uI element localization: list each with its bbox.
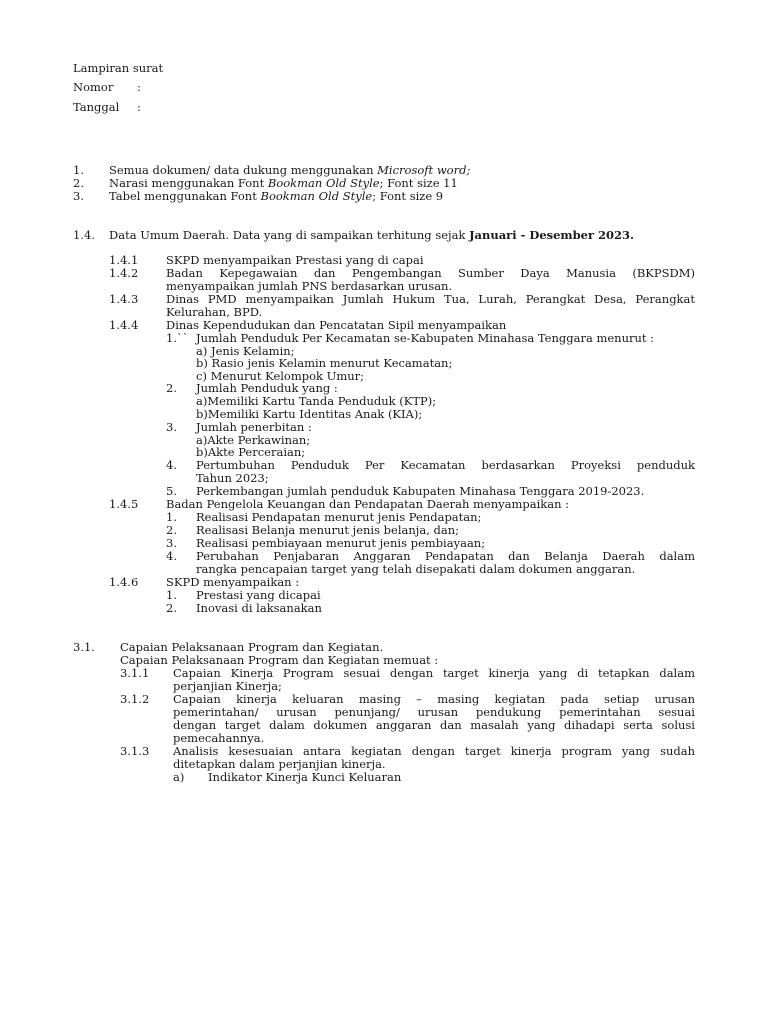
- subitem-number: 1.: [166, 510, 177, 524]
- note-number: 1.: [73, 163, 84, 177]
- item-text: Dinas PMD menyampaikan Jumlah Hukum Tua, Lurah, Perangkat Desa, Perangkat: [166, 292, 695, 306]
- item-text: Capaian Kinerja Program sesuai dengan target kinerja yang di tetapkan dalam: [173, 666, 695, 680]
- subitem-number: 3.: [166, 536, 177, 550]
- item-number: 3.1.3: [120, 744, 150, 758]
- section-number: 1.4.: [73, 228, 95, 242]
- section-intro: Capaian Pelaksanaan Program dan Kegiatan memuat :: [120, 653, 439, 667]
- nomor-label: Nomor: [73, 80, 114, 94]
- subitem-text: Pertumbuhan Penduduk Per Kecamatan berdasarkan Proyeksi penduduk: [196, 458, 695, 472]
- subitem-number: 1.``: [166, 331, 189, 345]
- item-number: 1.4.5: [109, 497, 139, 511]
- item-number: 1.4.1: [109, 253, 139, 267]
- note-item: Semua dokumen/ data dukung menggunakan Microsoft word;: [109, 163, 471, 177]
- item-number: 1.4.6: [109, 575, 139, 589]
- subitem-point: a)Akte Perkawinan;: [196, 433, 311, 447]
- note-number: 2.: [73, 176, 84, 190]
- item-text: dengan target dalam dokumen anggaran dan masalah yang dihadapi serta solusi: [173, 718, 695, 732]
- nomor-colon: :: [137, 80, 141, 94]
- subitem-text: Indikator Kinerja Kunci Keluaran: [208, 770, 402, 784]
- item-text: Analisis kesesuaian antara kegiatan dengan target kinerja program yang sudah: [173, 744, 695, 758]
- subitem-text: Perubahan Penjabaran Anggaran Pendapatan dan Belanja Daerah dalam: [196, 549, 695, 563]
- subitem-text: Perkembangan jumlah penduduk Kabupaten Minahasa Tenggara 2019-2023.: [196, 484, 645, 498]
- item-text: menyampaikan jumlah PNS berdasarkan urusan.: [166, 279, 453, 293]
- subitem-text: Prestasi yang dicapai: [196, 588, 321, 602]
- tanggal-label: Tanggal: [73, 100, 120, 114]
- subitem-number: 4.: [166, 458, 177, 472]
- item-number: 1.4.3: [109, 292, 139, 306]
- item-text: Capaian kinerja keluaran masing – masing kegiatan pada setiap urusan: [173, 692, 695, 706]
- subitem-point: a) Jenis Kelamin;: [196, 344, 295, 358]
- subitem-text: Inovasi di laksanakan: [196, 601, 322, 615]
- subitem-text: Realisasi pembiayaan menurut jenis pembiayaan;: [196, 536, 486, 550]
- subitem-number: 4.: [166, 549, 177, 563]
- item-text: Badan Pengelola Keuangan dan Pendapatan Daerah menyampaikan :: [166, 497, 570, 511]
- item-number: 1.4.2: [109, 266, 139, 280]
- subitem-text: Jumlah Penduduk Per Kecamatan se-Kabupaten Minahasa Tenggara menurut :: [196, 331, 655, 345]
- item-text: SKPD menyampaikan :: [166, 575, 300, 589]
- section-heading: Data Umum Daerah. Data yang di sampaikan terhitung sejak Januari - Desember 2023.: [109, 228, 635, 242]
- subitem-text: rangka pencapaian target yang telah disepakati dalam dokumen anggaran.: [196, 562, 636, 576]
- note-item: Narasi menggunakan Font Bookman Old Style; Font size 11: [109, 176, 458, 190]
- note-item: Tabel menggunakan Font Bookman Old Style; Font size 9: [109, 189, 444, 203]
- subitem-number: a): [173, 770, 185, 784]
- item-number: 3.1.2: [120, 692, 150, 706]
- item-text: Kelurahan, BPD.: [166, 305, 263, 319]
- subitem-number: 2.: [166, 601, 177, 615]
- item-text: pemecahannya.: [173, 731, 265, 745]
- tanggal-colon: :: [137, 100, 141, 114]
- item-text: pemerintahan/ urusan penunjang/ urusan pendukung pemerintahan sesuai: [173, 705, 695, 719]
- subitem-point: b)Akte Perceraian;: [196, 445, 306, 459]
- subitem-text: Realisasi Belanja menurut jenis belanja, dan;: [196, 523, 460, 537]
- section-heading: Capaian Pelaksanaan Program dan Kegiatan.: [120, 640, 384, 654]
- subitem-number: 5.: [166, 484, 177, 498]
- subitem-text: Jumlah penerbitan :: [196, 420, 312, 434]
- subitem-text: Tahun 2023;: [196, 471, 269, 485]
- subitem-text: Realisasi Pendapatan menurut jenis Pendapatan;: [196, 510, 482, 524]
- subitem-point: b)Memiliki Kartu Identitas Anak (KIA);: [196, 407, 423, 421]
- subitem-text: Jumlah Penduduk yang :: [196, 381, 338, 395]
- subitem-number: 1.: [166, 588, 177, 602]
- subitem-number: 2.: [166, 523, 177, 537]
- subitem-point: b) Rasio jenis Kelamin menurut Kecamatan;: [196, 356, 453, 370]
- item-number: 3.1.1: [120, 666, 150, 680]
- lampiran-label: Lampiran surat: [73, 61, 164, 75]
- item-text: SKPD menyampaikan Prestasi yang di capai: [166, 253, 424, 267]
- section-number: 3.1.: [73, 640, 95, 654]
- item-text: perjanjian Kinerja;: [173, 679, 282, 693]
- item-text: ditetapkan dalam perjanjian kinerja.: [173, 757, 386, 771]
- item-text: Badan Kepegawaian dan Pengembangan Sumber Daya Manusia (BKPSDM): [166, 266, 695, 280]
- note-number: 3.: [73, 189, 84, 203]
- subitem-point: c) Menurut Kelompok Umur;: [196, 369, 365, 383]
- subitem-number: 3.: [166, 420, 177, 434]
- subitem-number: 2.: [166, 381, 177, 395]
- subitem-point: a)Memiliki Kartu Tanda Penduduk (KTP);: [196, 394, 437, 408]
- item-text: Dinas Kependudukan dan Pencatatan Sipil menyampaikan: [166, 318, 507, 332]
- item-number: 1.4.4: [109, 318, 139, 332]
